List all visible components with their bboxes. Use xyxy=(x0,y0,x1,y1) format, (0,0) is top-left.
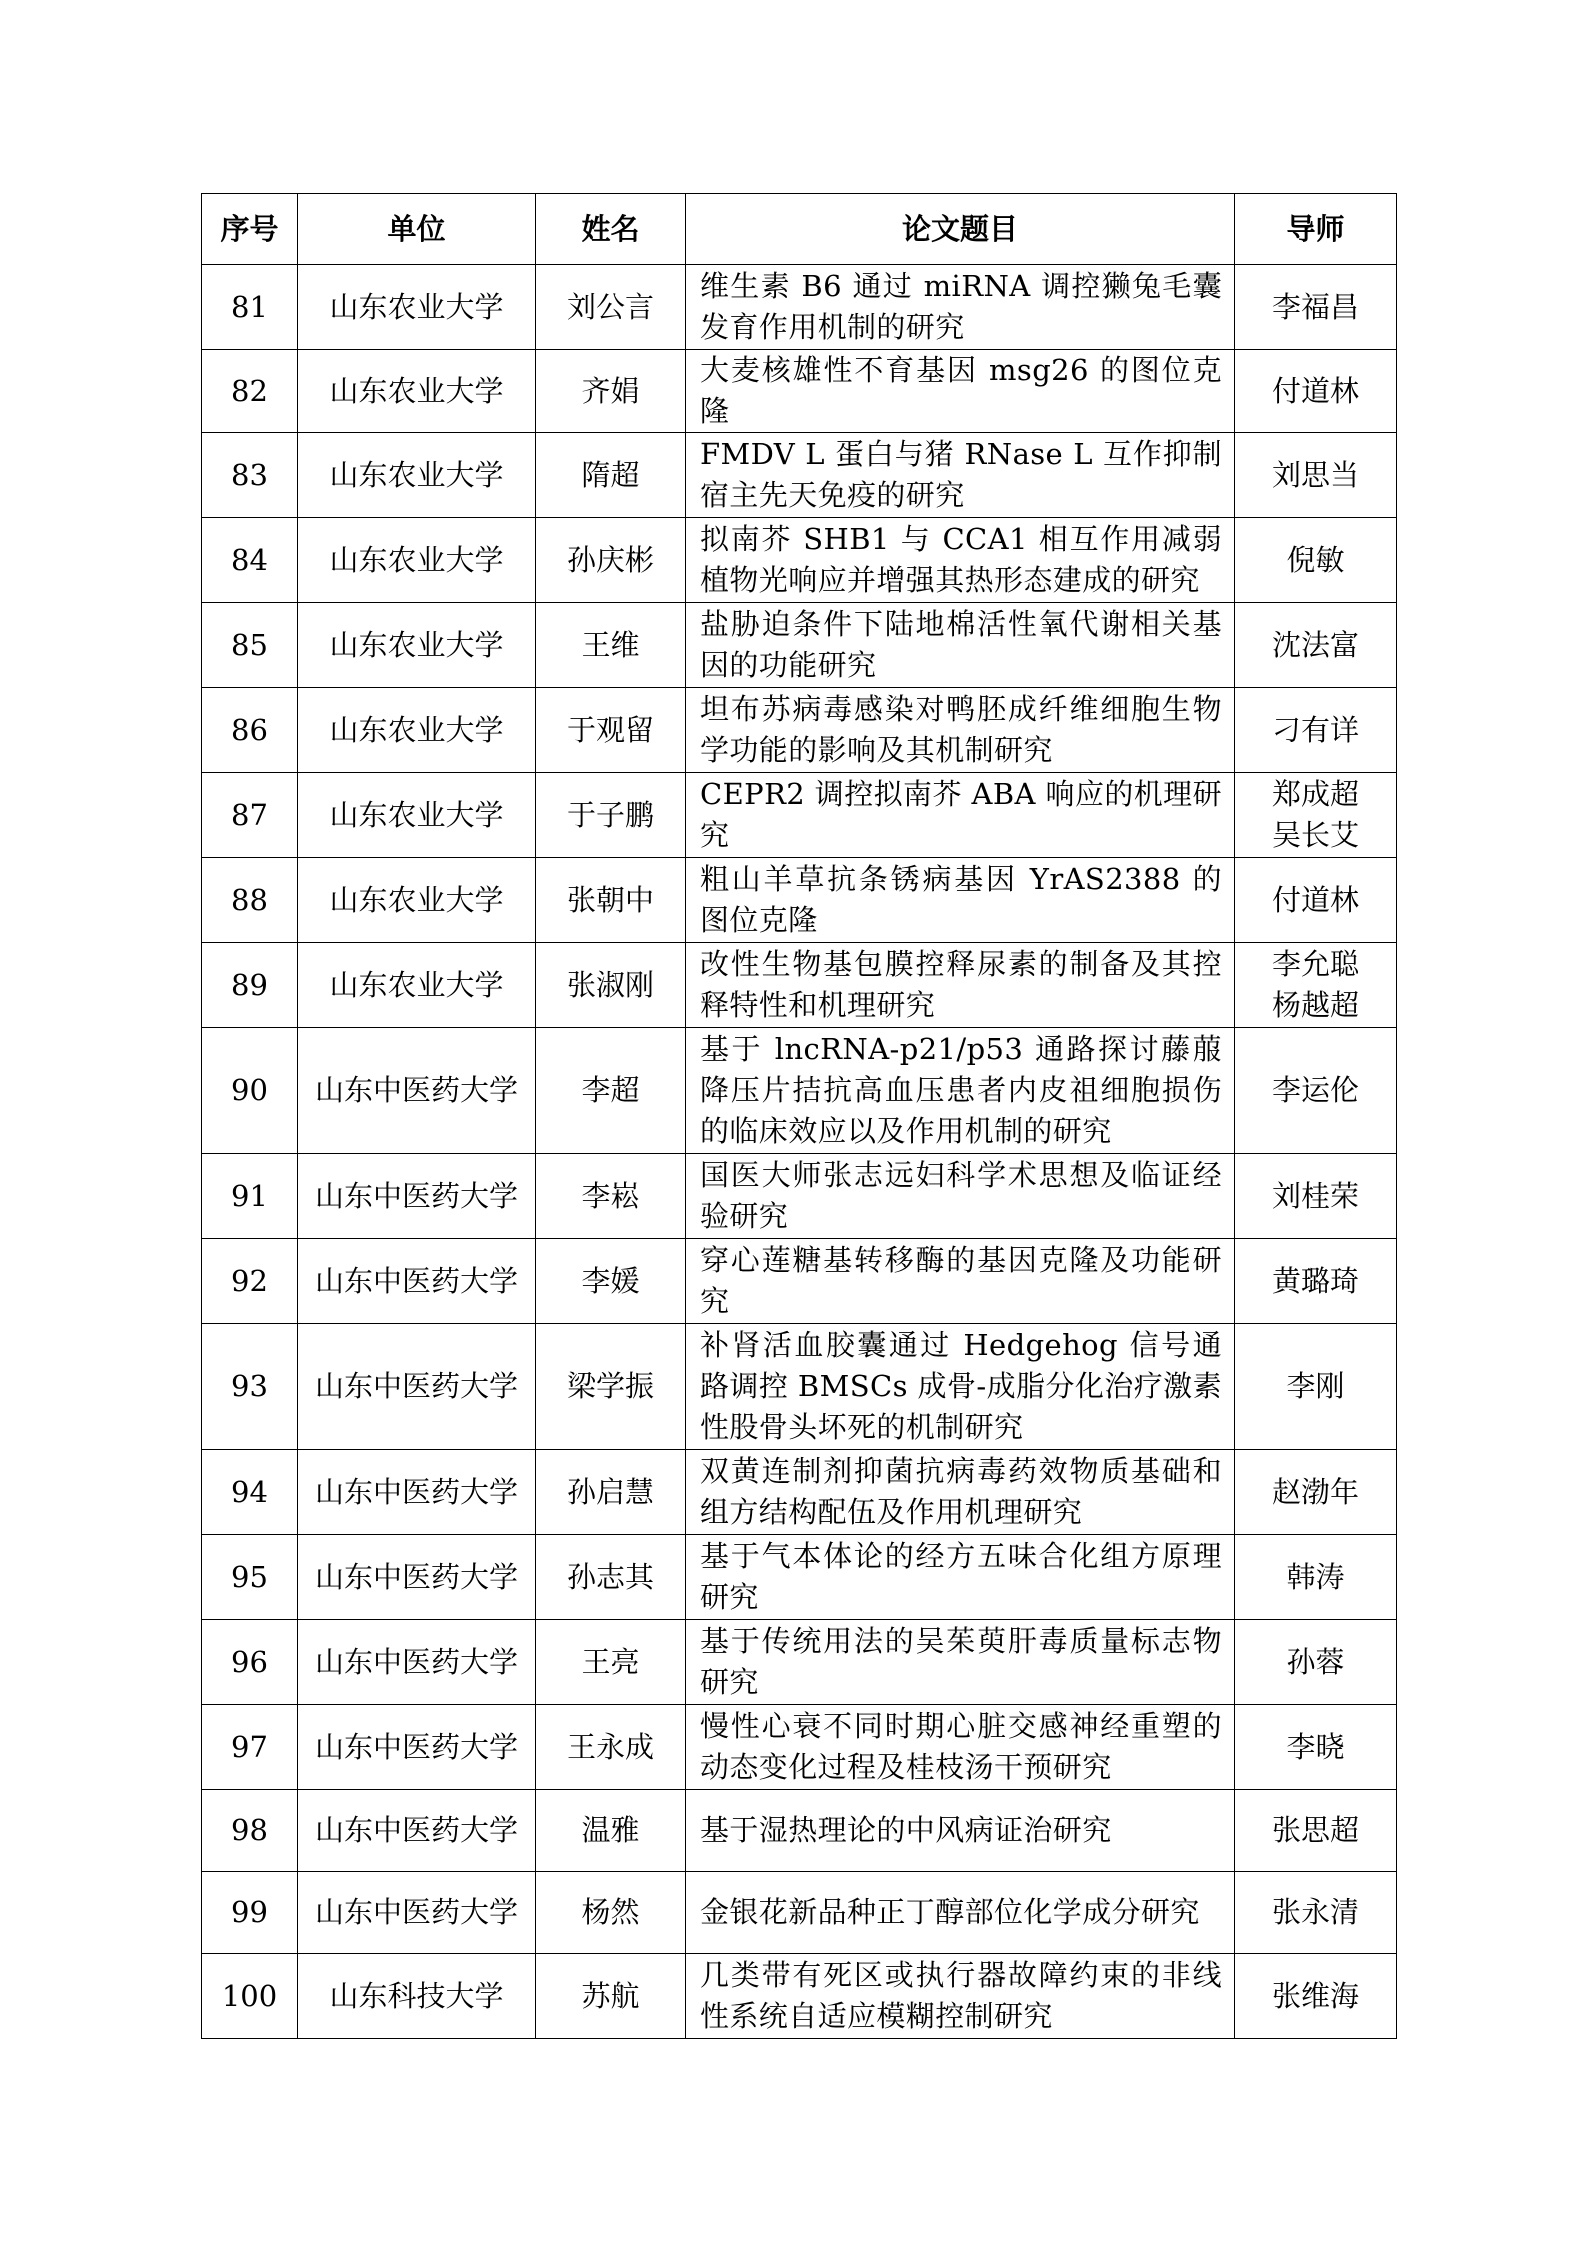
cell-name: 苏航 xyxy=(536,1954,686,2039)
cell-no: 95 xyxy=(202,1535,298,1620)
cell-name: 王亮 xyxy=(536,1620,686,1705)
cell-title: 盐胁迫条件下陆地棉活性氧代谢相关基因的功能研究 xyxy=(686,603,1235,688)
cell-no: 98 xyxy=(202,1790,298,1872)
table-row xyxy=(202,943,1397,1028)
cell-name: 温雅 xyxy=(536,1790,686,1872)
cell-title: CEPR2 调控拟南芥 ABA 响应的机理研究 xyxy=(686,773,1235,858)
cell-tutor xyxy=(1235,433,1397,518)
thesis-table xyxy=(201,193,1397,2039)
cell-title: 基于 lncRNA-p21/p53 通路探讨藤菔降压片拮抗高血压患者内皮祖细胞损伤的临床效应以及作用机制的研究 xyxy=(686,1028,1235,1154)
cell-no: 92 xyxy=(202,1239,298,1324)
cell-unit: 山东中医药大学 xyxy=(298,1154,536,1239)
header-no: 序号 xyxy=(202,194,298,265)
table-row xyxy=(202,1239,1397,1324)
table-row xyxy=(202,1705,1397,1790)
cell-unit: 山东中医药大学 xyxy=(298,1324,536,1450)
tutor-name: 黄璐琦 xyxy=(1271,1263,1359,1298)
cell-name: 张朝中 xyxy=(536,858,686,943)
cell-unit: 山东农业大学 xyxy=(298,688,536,773)
cell-unit: 山东农业大学 xyxy=(298,265,536,350)
cell-tutor xyxy=(1235,1620,1397,1705)
header-tutor: 导师 xyxy=(1235,194,1397,265)
cell-name: 杨然 xyxy=(536,1872,686,1954)
cell-name: 王维 xyxy=(536,603,686,688)
cell-name: 孙志其 xyxy=(536,1535,686,1620)
tutor-name: 刘桂荣 xyxy=(1271,1178,1359,1213)
cell-tutor xyxy=(1235,943,1397,1028)
cell-title: FMDV L 蛋白与猪 RNase L 互作抑制宿主先天免疫的研究 xyxy=(686,433,1235,518)
cell-name: 隋超 xyxy=(536,433,686,518)
tutor-name: 孙蓉 xyxy=(1286,1644,1345,1679)
cell-tutor xyxy=(1235,603,1397,688)
cell-no: 99 xyxy=(202,1872,298,1954)
cell-tutor xyxy=(1235,1705,1397,1790)
cell-unit: 山东农业大学 xyxy=(298,433,536,518)
cell-no: 85 xyxy=(202,603,298,688)
cell-title: 大麦核雄性不育基因 msg26 的图位克隆 xyxy=(686,350,1235,433)
cell-tutor xyxy=(1235,1535,1397,1620)
cell-no: 82 xyxy=(202,350,298,433)
cell-unit: 山东中医药大学 xyxy=(298,1028,536,1154)
cell-name: 李媛 xyxy=(536,1239,686,1324)
cell-name: 孙庆彬 xyxy=(536,518,686,603)
cell-tutor xyxy=(1235,265,1397,350)
tutor-name: 倪敏 xyxy=(1286,542,1345,577)
cell-tutor xyxy=(1235,1954,1397,2039)
cell-name: 齐娟 xyxy=(536,350,686,433)
tutor-name: 李运伦 xyxy=(1271,1073,1359,1107)
header-name: 姓名 xyxy=(536,194,686,265)
table-body xyxy=(202,265,1397,2039)
cell-tutor xyxy=(1235,773,1397,858)
table-row xyxy=(202,1028,1397,1154)
cell-unit: 山东农业大学 xyxy=(298,518,536,603)
cell-tutor xyxy=(1235,1154,1397,1239)
cell-title: 慢性心衰不同时期心脏交感神经重塑的动态变化过程及桂枝汤干预研究 xyxy=(686,1705,1235,1790)
cell-title: 基于传统用法的吴茱萸肝毒质量标志物研究 xyxy=(686,1620,1235,1705)
cell-unit: 山东农业大学 xyxy=(298,858,536,943)
tutor-name: 张维海 xyxy=(1271,1978,1359,2013)
table-header-row xyxy=(202,194,1397,265)
cell-unit: 山东中医药大学 xyxy=(298,1705,536,1790)
cell-name: 李超 xyxy=(536,1028,686,1154)
cell-name: 孙启慧 xyxy=(536,1450,686,1535)
tutor-name: 杨越超 xyxy=(1271,988,1359,1022)
table-row xyxy=(202,1790,1397,1872)
cell-name: 张淑刚 xyxy=(536,943,686,1028)
cell-title: 几类带有死区或执行器故障约束的非线性系统自适应模糊控制研究 xyxy=(686,1954,1235,2039)
cell-name: 于观留 xyxy=(536,688,686,773)
document-page xyxy=(201,193,1396,2039)
tutor-name: 沈法富 xyxy=(1271,627,1359,662)
table-row xyxy=(202,603,1397,688)
cell-unit: 山东中医药大学 xyxy=(298,1450,536,1535)
tutor-name: 李允聪 xyxy=(1271,947,1359,981)
cell-tutor xyxy=(1235,1790,1397,1872)
cell-unit: 山东中医药大学 xyxy=(298,1872,536,1954)
table-row xyxy=(202,1620,1397,1705)
cell-tutor xyxy=(1235,858,1397,943)
tutor-name: 李福昌 xyxy=(1271,289,1359,324)
cell-unit: 山东农业大学 xyxy=(298,603,536,688)
tutor-name: 刘思当 xyxy=(1271,457,1359,492)
cell-no: 94 xyxy=(202,1450,298,1535)
cell-no: 89 xyxy=(202,943,298,1028)
cell-title: 国医大师张志远妇科学术思想及临证经验研究 xyxy=(686,1154,1235,1239)
tutor-name: 吴长艾 xyxy=(1271,818,1359,852)
header-title: 论文题目 xyxy=(686,194,1235,265)
table-row xyxy=(202,1954,1397,2039)
cell-tutor xyxy=(1235,1028,1397,1154)
cell-name: 于子鹏 xyxy=(536,773,686,858)
tutor-name: 张永清 xyxy=(1271,1895,1359,1929)
table-row xyxy=(202,350,1397,433)
cell-no: 91 xyxy=(202,1154,298,1239)
cell-tutor xyxy=(1235,518,1397,603)
tutor-name: 李刚 xyxy=(1286,1369,1345,1403)
table-row xyxy=(202,773,1397,858)
table-row xyxy=(202,1450,1397,1535)
table-row xyxy=(202,1872,1397,1954)
table-row xyxy=(202,518,1397,603)
tutor-name: 付道林 xyxy=(1271,882,1359,917)
cell-tutor xyxy=(1235,688,1397,773)
cell-unit: 山东农业大学 xyxy=(298,350,536,433)
cell-title: 双黄连制剂抑菌抗病毒药效物质基础和组方结构配伍及作用机理研究 xyxy=(686,1450,1235,1535)
tutor-name: 韩涛 xyxy=(1286,1559,1345,1594)
cell-title: 基于湿热理论的中风病证治研究 xyxy=(686,1790,1235,1872)
cell-tutor xyxy=(1235,1239,1397,1324)
cell-no: 83 xyxy=(202,433,298,518)
cell-title: 坦布苏病毒感染对鸭胚成纤维细胞生物学功能的影响及其机制研究 xyxy=(686,688,1235,773)
cell-title: 改性生物基包膜控释尿素的制备及其控释特性和机理研究 xyxy=(686,943,1235,1028)
cell-name: 刘公言 xyxy=(536,265,686,350)
cell-title: 穿心莲糖基转移酶的基因克隆及功能研究 xyxy=(686,1239,1235,1324)
table-row xyxy=(202,858,1397,943)
cell-title: 补肾活血胶囊通过 Hedgehog 信号通路调控 BMSCs 成骨-成脂分化治疗激素性股骨头坏死的机制研究 xyxy=(686,1324,1235,1450)
cell-no: 88 xyxy=(202,858,298,943)
cell-name: 王永成 xyxy=(536,1705,686,1790)
cell-no: 96 xyxy=(202,1620,298,1705)
cell-unit: 山东中医药大学 xyxy=(298,1620,536,1705)
cell-tutor xyxy=(1235,350,1397,433)
cell-tutor xyxy=(1235,1450,1397,1535)
cell-unit: 山东农业大学 xyxy=(298,773,536,858)
table-row xyxy=(202,1154,1397,1239)
cell-no: 90 xyxy=(202,1028,298,1154)
cell-unit: 山东中医药大学 xyxy=(298,1239,536,1324)
cell-title: 粗山羊草抗条锈病基因 YrAS2388 的图位克隆 xyxy=(686,858,1235,943)
cell-tutor xyxy=(1235,1872,1397,1954)
table-row xyxy=(202,1535,1397,1620)
cell-title: 金银花新品种正丁醇部位化学成分研究 xyxy=(686,1872,1235,1954)
header-unit: 单位 xyxy=(298,194,536,265)
table-row xyxy=(202,1324,1397,1450)
cell-title: 维生素 B6 通过 miRNA 调控獭兔毛囊发育作用机制的研究 xyxy=(686,265,1235,350)
tutor-name: 李晓 xyxy=(1286,1729,1345,1764)
cell-tutor xyxy=(1235,1324,1397,1450)
cell-no: 86 xyxy=(202,688,298,773)
table-row xyxy=(202,433,1397,518)
cell-no: 84 xyxy=(202,518,298,603)
tutor-name: 郑成超 xyxy=(1271,777,1359,811)
tutor-name: 刁有详 xyxy=(1271,712,1359,747)
cell-no: 97 xyxy=(202,1705,298,1790)
cell-no: 81 xyxy=(202,265,298,350)
table-row xyxy=(202,265,1397,350)
cell-no: 93 xyxy=(202,1324,298,1450)
cell-unit: 山东中医药大学 xyxy=(298,1790,536,1872)
cell-title: 基于气本体论的经方五味合化组方原理研究 xyxy=(686,1535,1235,1620)
cell-unit: 山东中医药大学 xyxy=(298,1535,536,1620)
cell-unit: 山东科技大学 xyxy=(298,1954,536,2039)
cell-name: 李崧 xyxy=(536,1154,686,1239)
tutor-name: 付道林 xyxy=(1271,373,1359,408)
cell-unit: 山东农业大学 xyxy=(298,943,536,1028)
tutor-name: 张思超 xyxy=(1271,1813,1359,1847)
cell-title: 拟南芥 SHB1 与 CCA1 相互作用减弱植物光响应并增强其热形态建成的研究 xyxy=(686,518,1235,603)
cell-name: 梁学振 xyxy=(536,1324,686,1450)
tutor-name: 赵渤年 xyxy=(1271,1474,1359,1509)
cell-no: 87 xyxy=(202,773,298,858)
cell-no: 100 xyxy=(202,1954,298,2039)
table-row xyxy=(202,688,1397,773)
